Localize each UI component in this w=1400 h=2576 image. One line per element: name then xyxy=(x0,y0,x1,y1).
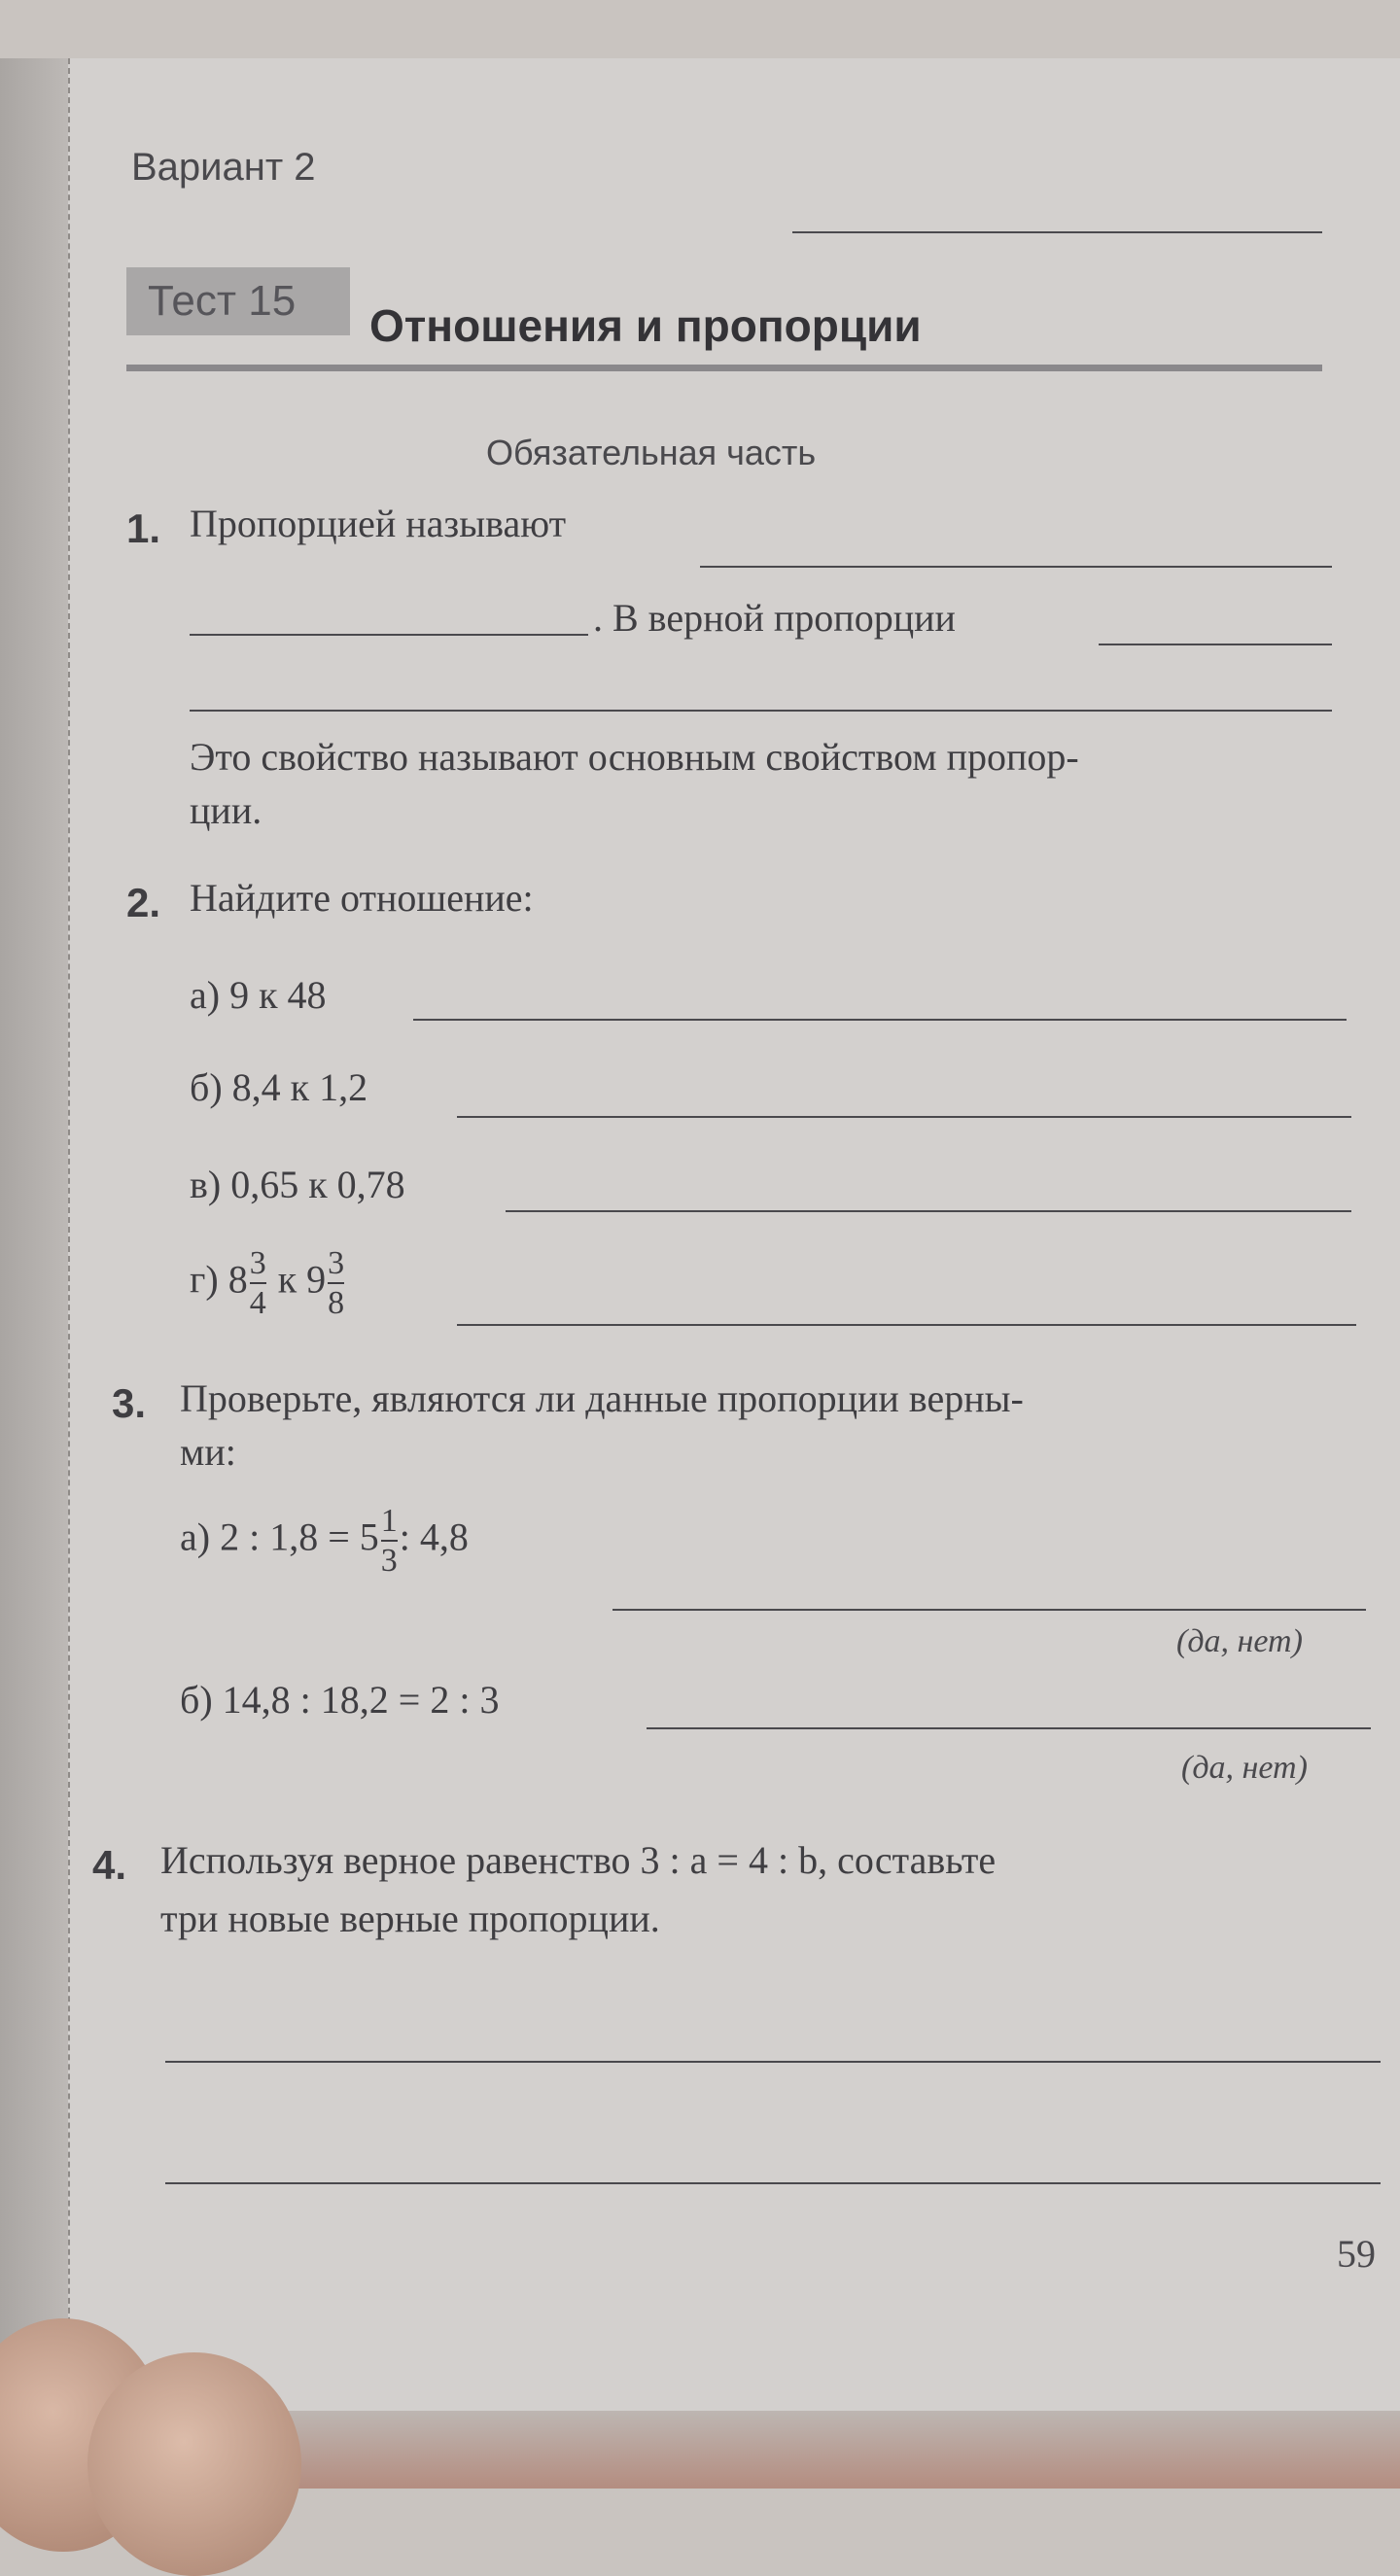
test-number-tag: Тест 15 xyxy=(126,267,350,335)
question-1-number: 1. xyxy=(126,505,161,551)
question-3b-answer-line[interactable] xyxy=(647,1727,1371,1729)
fraction-1-3: $\frac{1}{3}$ xyxy=(380,1503,398,1580)
question-2d-label: г) 8 $\frac{3}{4}$ к 9 $\frac{3}{8}$ xyxy=(190,1245,345,1322)
question-3-text-1: Проверьте, являются ли данные пропорции верны- xyxy=(180,1376,1024,1420)
question-4-text-2: три новые верные пропорции. xyxy=(160,1897,660,1940)
question-2d-answer-line[interactable] xyxy=(457,1324,1356,1326)
question-3-text-2: ми: xyxy=(180,1430,236,1474)
question-3a-label: а) 2 : 1,8 = 5 $\frac{1}{3}$ : 4,8 xyxy=(180,1503,469,1580)
question-3-number: 3. xyxy=(112,1380,147,1426)
title-divider xyxy=(126,365,1322,371)
variant-label: Вариант 2 xyxy=(131,146,316,189)
question-3a-hint: (да, нет) xyxy=(1176,1623,1303,1659)
question-4-number: 4. xyxy=(92,1842,127,1888)
name-answer-line[interactable] xyxy=(792,231,1322,233)
section-heading: Обязательная часть xyxy=(486,433,817,472)
question-1-answer-line-1[interactable] xyxy=(700,566,1332,568)
question-3a-answer-line[interactable] xyxy=(612,1609,1366,1611)
fraction-3-4: $\frac{3}{4}$ xyxy=(249,1245,266,1322)
question-1-answer-line-4[interactable] xyxy=(190,710,1332,712)
question-1-answer-line-2[interactable] xyxy=(190,634,588,636)
question-4-answer-line-1[interactable] xyxy=(165,2061,1381,2063)
question-2-number: 2. xyxy=(126,880,161,925)
question-2a-label: а) 9 к 48 xyxy=(190,973,327,1017)
test-title: Отношения и пропорции xyxy=(369,300,922,351)
question-3b-hint: (да, нет) xyxy=(1181,1750,1308,1786)
question-1-text: Пропорцией называют xyxy=(190,502,567,545)
question-2c-label: в) 0,65 к 0,78 xyxy=(190,1163,405,1206)
finger-right xyxy=(88,2352,301,2576)
question-1-text-2: . В верной пропорции xyxy=(593,596,956,640)
question-1-answer-line-3[interactable] xyxy=(1099,644,1332,645)
question-2b-label: б) 8,4 к 1,2 xyxy=(190,1065,368,1109)
question-2c-answer-line[interactable] xyxy=(506,1210,1351,1212)
question-3b-label: б) 14,8 : 18,2 = 2 : 3 xyxy=(180,1678,500,1722)
question-2-text: Найдите отношение: xyxy=(190,876,534,920)
question-1-text-4: ции. xyxy=(190,788,262,832)
question-4-answer-line-2[interactable] xyxy=(165,2182,1381,2184)
worksheet-page xyxy=(68,58,1400,2411)
fraction-3-8: $\frac{3}{8}$ xyxy=(328,1245,345,1322)
question-4-text-1: Используя верное равенство 3 : a = 4 : b, составьте xyxy=(160,1838,997,1882)
previous-page-edge xyxy=(0,58,70,2411)
question-2b-answer-line[interactable] xyxy=(457,1116,1351,1118)
page-number: 59 xyxy=(1337,2232,1376,2276)
question-2a-answer-line[interactable] xyxy=(413,1019,1347,1021)
question-1-text-3: Это свойство называют основным свойством пропор- xyxy=(190,735,1079,779)
